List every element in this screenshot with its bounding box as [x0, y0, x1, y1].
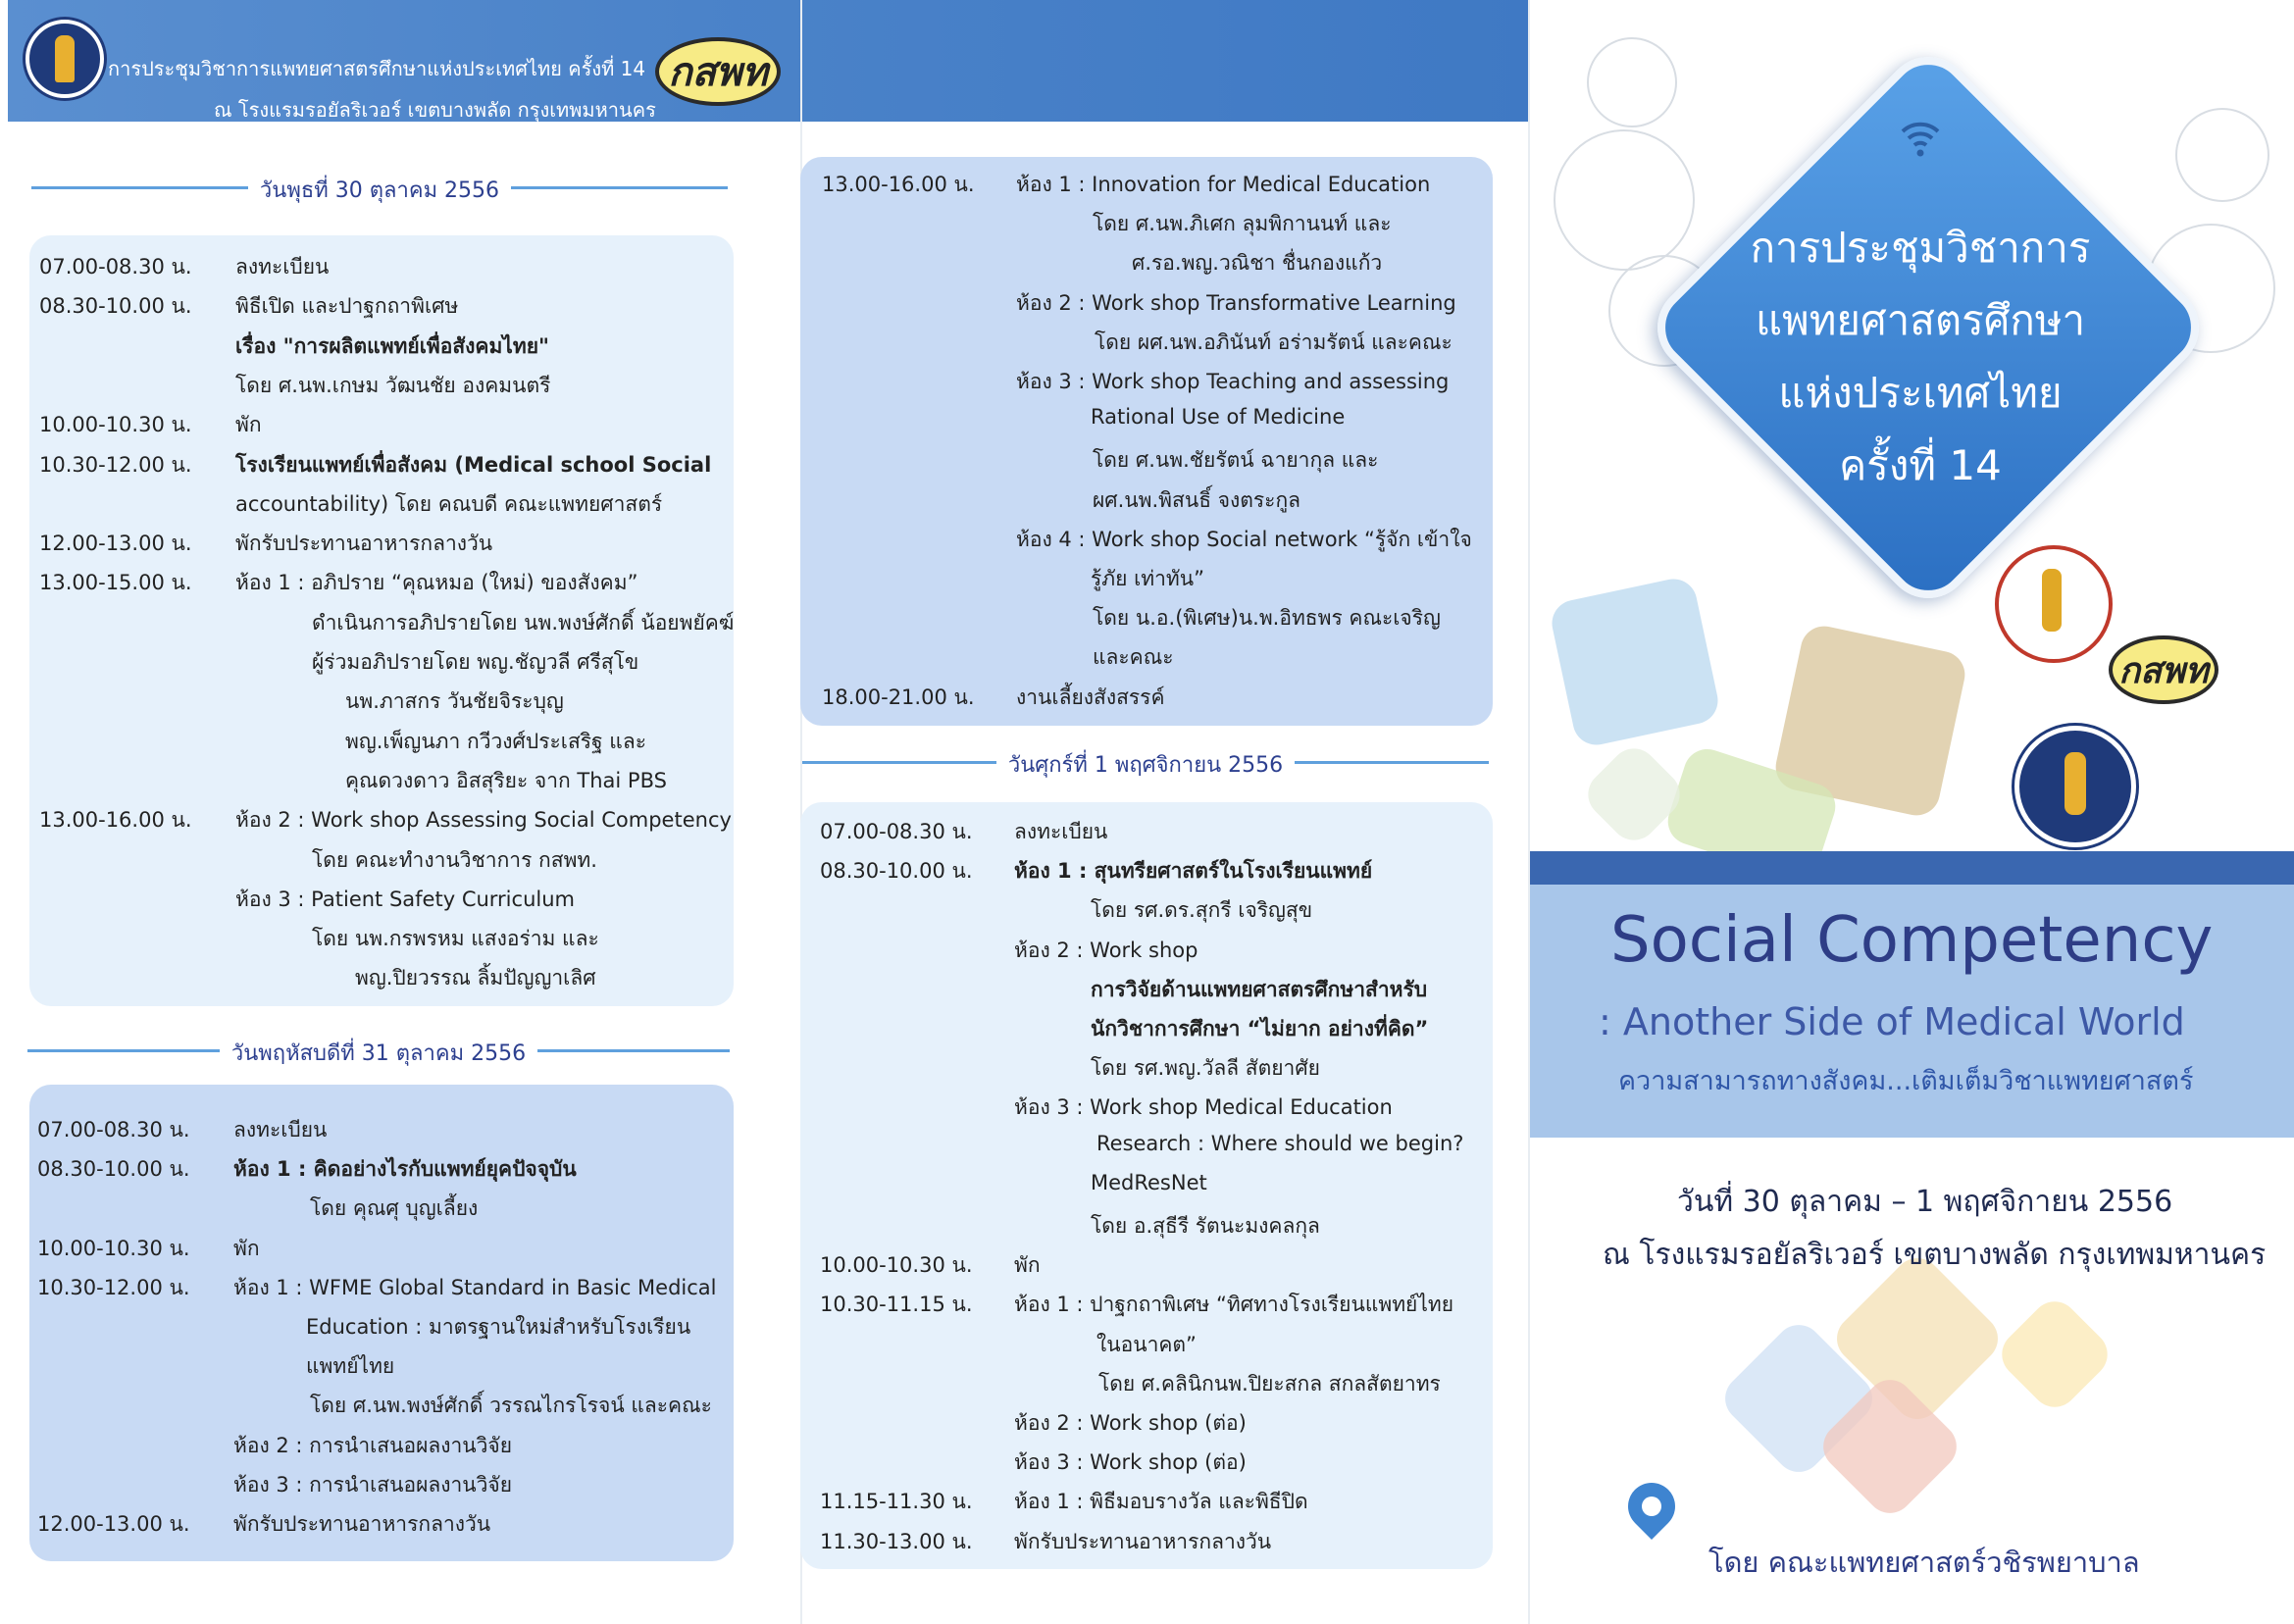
schedule-item: โดย ศ.คลินิกนพ.ปิยะสกล สกลสัตยาทร [1098, 1371, 1441, 1396]
main-subtitle: : Another Side of Medical World [1599, 1000, 2185, 1043]
decor-bubble [2175, 108, 2269, 202]
schedule-item: โดย อ.สุธีรี รัตนะมงคลกุล [1091, 1214, 1320, 1238]
kasapt-badge: กสพท [655, 37, 781, 106]
schedule-time: 08.30-10.00 น. [820, 859, 973, 884]
schedule-item: ลงทะเบียน [233, 1118, 328, 1142]
kasapt-logo: กสพท [2109, 635, 2218, 704]
schedule-time: 13.00-15.00 น. [39, 571, 192, 595]
vajira-seal-icon [1995, 545, 2113, 663]
day3-heading: วันศุกร์ที่ 1 พฤศจิกายน 2556 [802, 747, 1489, 775]
schedule-time: 07.00-08.30 น. [820, 820, 973, 843]
schedule-item: ในอนาคต” [1096, 1332, 1197, 1356]
diamond-line-4: ครั้งที่ 14 [1839, 441, 2002, 489]
schedule-item: โดย นพ.กรพรหม แสงอร่าม และ [312, 927, 599, 951]
schedule-item: โดย ผศ.นพ.อภินันท์ อร่ามรัตน์ และคณะ [1095, 330, 1453, 354]
schedule-item: Rational Use of Medicine [1091, 405, 1346, 430]
schedule-item: ห้อง 4 : Work shop Social network “รู้จัก เข้าใจ [1016, 527, 1472, 551]
faculty-logo-icon [25, 20, 104, 98]
schedule-item: พัก [235, 413, 262, 437]
schedule-time: 10.00-10.30 น. [820, 1253, 973, 1278]
schedule-time: 07.00-08.30 น. [37, 1118, 190, 1142]
schedule-item: โดย รศ.ดร.สุกรี เจริญสุข [1091, 898, 1313, 923]
schedule-time: 13.00-16.00 น. [39, 808, 192, 833]
schedule-item: ห้อง 2 : Work shop Assessing Social Competency [235, 808, 732, 833]
schedule-item: นพ.ภาสกร วันชัยจิระบุญ [345, 689, 564, 714]
diamond-line-1: การประชุมวิชาการ [1750, 224, 2091, 272]
thai-tagline: ความสามารถทางสังคม...เติมเต็มวิชาแพทยศาสตร์ [1618, 1066, 2194, 1096]
schedule-time: 11.30-13.00 น. [820, 1529, 973, 1553]
conference-diamond [1671, 71, 2169, 569]
schedule-time: 11.15-11.30 น. [820, 1490, 973, 1514]
schedule-item: การวิจัยด้านแพทยศาสตรศึกษาสำหรับ [1091, 977, 1428, 1001]
schedule-item: ลงทะเบียน [1014, 820, 1108, 843]
schedule-time: 12.00-13.00 น. [39, 532, 192, 556]
schedule-item: ห้อง 1 : WFME Global Standard in Basic Medical [233, 1275, 717, 1299]
schedule-item: โรงเรียนแพทย์เพื่อสังคม (Medical school Social [235, 452, 712, 477]
schedule-item: และคณะ [1093, 645, 1174, 670]
schedule-item: นักวิชาการศึกษา “ไม่ยาก อย่างที่คิด” [1091, 1017, 1429, 1040]
schedule-item: ห้อง 1 : อภิปราย “คุณหมอ (ใหม่) ของสังคม” [235, 571, 638, 595]
diamond-line-2: แพทยศาสตรศึกษา [1755, 296, 2086, 344]
main-title: Social Competency [1610, 904, 2214, 977]
schedule-item: พัก [233, 1236, 260, 1260]
event-date: วันที่ 30 ตุลาคม – 1 พฤศจิกายน 2556 [1677, 1185, 2173, 1219]
schedule-item: ห้อง 3 : Work shop (ต่อ) [1014, 1450, 1247, 1475]
schedule-item: พญ.เพ็ญนภา กวีวงศ์ประเสริฐ และ [345, 729, 646, 753]
twitter-tile-icon [1548, 575, 1722, 749]
schedule-item: ลงทะเบียน [235, 255, 330, 279]
schedule-time: 07.00-08.30 น. [39, 255, 192, 279]
schedule-item: โดย ศ.นพ.เกษม วัฒนชัย องคมนตรี [235, 373, 551, 397]
schedule-item: คุณดวงดาว อิสสุริยะ จาก Thai PBS [345, 768, 667, 792]
schedule-item: MedResNet [1091, 1170, 1207, 1194]
event-venue: ณ โรงแรมรอยัลริเวอร์ เขตบางพลัด กรุงเทพมหานคร [1603, 1238, 2267, 1272]
schedule-item: ห้อง 2 : Work shop Transformative Learning [1016, 290, 1456, 315]
schedule-item: ศ.รอ.พญ.วณิชา ชื่นกองแก้ว [1132, 251, 1383, 276]
schedule-time: 13.00-16.00 น. [822, 173, 975, 196]
schedule-item: พิธีเปิด และปาฐกถาพิเศษ [235, 294, 459, 319]
schedule-item: accountability) โดย คณบดี คณะแพทยศาสตร์ [235, 491, 663, 516]
schedule-item: ห้อง 3 : การนำเสนอผลงานวิจัย [233, 1472, 513, 1497]
schedule-item: ผศ.นพ.พิสนธิ์ จงตระกูล [1093, 487, 1301, 512]
schedule-time: 10.30-11.15 น. [820, 1293, 973, 1317]
schedule-item: ห้อง 1 : Innovation for Medical Education [1016, 173, 1431, 196]
schedule-time: 10.30-12.00 น. [39, 452, 192, 477]
schedule-item: พญ.ปิยวรรณ ลิ้มปัญญาเลิศ [355, 966, 596, 990]
schedule-item: แพทย์ไทย [306, 1354, 395, 1379]
schedule-time: 10.00-10.30 น. [39, 413, 192, 437]
day2-heading: วันพฤหัสบดีที่ 31 ตุลาคม 2556 [27, 1036, 730, 1063]
schedule-item: ห้อง 1 : พิธีมอบรางวัล และพิธีปิด [1014, 1490, 1308, 1514]
schedule-item: โดย คุณศุ บุญเลี้ยง [310, 1196, 479, 1221]
schedule-item: พักรับประทานอาหารกลางวัน [233, 1512, 491, 1536]
schedule-item: ห้อง 1 : ปาฐกถาพิเศษ “ทิศทางโรงเรียนแพทย์ไทย [1014, 1293, 1454, 1317]
schedule-item: พักรับประทานอาหารกลางวัน [235, 532, 493, 556]
schedule-item: โดย คณะทำงานวิชาการ กสพท. [312, 847, 597, 872]
faculty-seal-icon [2014, 726, 2136, 847]
schedule-time: 18.00-21.00 น. [822, 685, 975, 709]
schedule-item: ห้อง 2 : การนำเสนอผลงานวิจัย [233, 1433, 513, 1457]
schedule-item: ห้อง 3 : Work shop Teaching and assessing [1016, 370, 1450, 393]
schedule-item: ห้อง 2 : Work shop (ต่อ) [1014, 1411, 1247, 1435]
diamond-line-3: แห่งประเทศไทย [1778, 369, 2063, 417]
schedule-item: พัก [1014, 1253, 1041, 1278]
decor-bubble [1587, 37, 1677, 127]
schedule-item: รู้ภัย เท่าทัน” [1091, 567, 1204, 590]
day2pm-panel [800, 157, 1493, 726]
schedule-item: เรื่อง "การผลิตแพทย์เพื่อสังคมไทย" [235, 333, 549, 358]
schedule-time: 12.00-13.00 น. [37, 1512, 190, 1536]
schedule-item: ดำเนินการอภิปรายโดย นพ.พงษ์ศักดิ์ น้อยพยัคฆ์ [312, 610, 735, 634]
schedule-item: ห้อง 2 : Work shop [1014, 938, 1198, 962]
schedule-item: ห้อง 1 : สุนทรียศาสตร์ในโรงเรียนแพทย์ [1014, 859, 1373, 884]
schedule-item: ห้อง 3 : Patient Safety Curriculum [235, 887, 575, 911]
day1-heading: วันพุธที่ 30 ตุลาคม 2556 [31, 173, 728, 200]
schedule-time: 10.30-12.00 น. [37, 1275, 190, 1299]
schedule-item: งานเลี้ยงสังสรรค์ [1016, 685, 1165, 709]
schedule-item: โดย น.อ.(พิเศษ)น.พ.อิทธพร คณะเจริญ [1093, 606, 1441, 631]
header-bar [8, 0, 1530, 122]
schedule-item: โดย ศ.นพ.ภิเศก ลุมพิกานนท์ และ [1093, 212, 1392, 236]
organizer: โดย คณะแพทยศาสตร์วชิรพยาบาล [1708, 1546, 2140, 1579]
schedule-time: 08.30-10.00 น. [37, 1157, 190, 1182]
header-title: การประชุมวิชาการแพทยศาสตรศึกษาแห่งประเทศไทย ครั้งที่ 14 [108, 57, 646, 80]
schedule-item: โดย รศ.พญ.วัลลี สัตยาศัย [1091, 1056, 1320, 1081]
schedule-item: ห้อง 1 : คิดอย่างไรกับแพทย์ยุคปัจจุบัน [233, 1157, 577, 1182]
schedule-item: โดย ศ.นพ.ชัยรัตน์ ฉายากุล และ [1093, 448, 1379, 473]
schedule-item: ผู้ร่วมอภิปรายโดย พญ.ชัญวลี ศรีสุโข [312, 650, 639, 674]
schedule-item: โดย ศ.นพ.พงษ์ศักดิ์ วรรณไกรโรจน์ และคณะ [310, 1394, 712, 1418]
wifi-icon [1899, 116, 1942, 159]
schedule-time: 08.30-10.00 น. [39, 294, 192, 319]
schedule-item: พักรับประทานอาหารกลางวัน [1014, 1529, 1272, 1553]
schedule-item: ห้อง 3 : Work shop Medical Education [1014, 1095, 1393, 1120]
header-venue: ณ โรงแรมรอยัลริเวอร์ เขตบางพลัด กรุงเทพมหานคร [214, 98, 656, 122]
schedule-time: 10.00-10.30 น. [37, 1236, 190, 1260]
schedule-item: Education : มาตรฐานใหม่สำหรับโรงเรียน [306, 1315, 691, 1339]
title-banner-strip [1530, 851, 2294, 885]
schedule-item: Research : Where should we begin? [1096, 1131, 1464, 1155]
